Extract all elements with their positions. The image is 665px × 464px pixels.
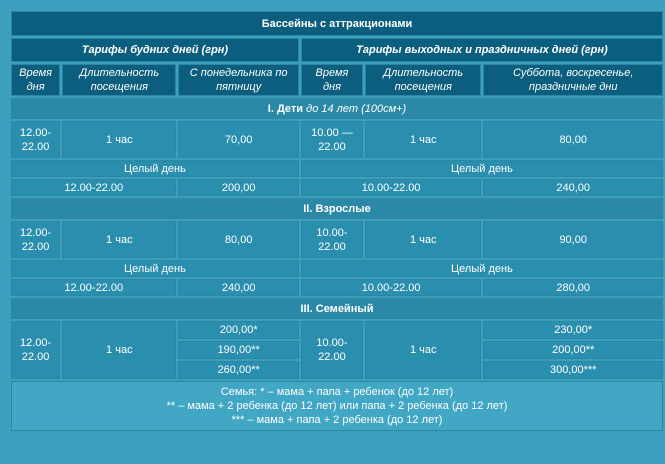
adults-weekend-price: 90,00	[483, 221, 663, 258]
children-weekend-time: 10.00 — 22.00	[301, 121, 363, 158]
col-time-weekday: Время дня	[11, 64, 60, 96]
adults-weekend-time: 10.00-22.00	[301, 221, 363, 258]
section-adults-title: II. Взрослые	[11, 198, 663, 219]
children-weekend-price: 80,00	[483, 121, 663, 158]
adults-weekday-duration: 1 час	[62, 221, 176, 258]
adults-fullday-weekend-time: 10.00-22.00	[301, 279, 482, 296]
adults-weekday-price: 80,00	[178, 221, 298, 258]
children-weekend-duration: 1 час	[365, 121, 481, 158]
table-title: Бассейны с аттракционами	[11, 11, 663, 36]
col-mon-fri: С понедельника по пятницу	[178, 64, 298, 96]
weekend-header: Тарифы выходных и праздничных дней (грн)	[301, 38, 663, 62]
section-family-title: III. Семейный	[11, 298, 663, 319]
family-weekend-time: 10.00-22.00	[301, 321, 363, 379]
col-duration-weekday: Длительность посещения	[62, 64, 176, 96]
col-time-weekend: Время дня	[301, 64, 363, 96]
col-weekend-days: Суббота, воскресенье, праздничные дни	[483, 64, 663, 96]
adults-fullday-weekday-time: 12.00-22.00	[11, 279, 176, 296]
family-weekend-price-2: 200,00**	[483, 341, 663, 359]
adults-fullday-label-weekday: Целый день	[11, 260, 299, 277]
col-duration-weekend: Длительность посещения	[365, 64, 481, 96]
section-children-title	[11, 98, 663, 119]
children-weekday-duration: 1 час	[62, 121, 176, 158]
footnote-3: *** – мама + папа + 2 ребенка (до 12 лет)	[231, 414, 443, 426]
children-fullday-weekday-price: 200,00	[178, 179, 298, 196]
family-weekday-time: 12.00-22.00	[11, 321, 60, 379]
children-fullday-label-weekend: Целый день	[301, 160, 663, 177]
footnote-1: Семья: * – мама + папа + ребенок (до 12 лет)	[220, 386, 454, 398]
section-children-name: I. Дети	[267, 102, 304, 115]
children-weekday-time: 12.00-22.00	[11, 121, 60, 158]
adults-fullday-weekend-price: 280,00	[483, 279, 663, 296]
family-weekend-duration: 1 час	[365, 321, 481, 379]
family-weekday-duration: 1 час	[62, 321, 176, 379]
children-fullday-weekday-time: 12.00-22.00	[11, 179, 176, 196]
adults-weekend-duration: 1 час	[365, 221, 481, 258]
adults-weekday-time: 12.00-22.00	[11, 221, 60, 258]
adults-fullday-label-weekend: Целый день	[301, 260, 663, 277]
section-children-note: до 14 лет (100см+)	[306, 102, 407, 115]
family-weekday-price-2: 190,00**	[178, 341, 298, 359]
family-weekend-price-3: 300,00***	[483, 361, 663, 379]
weekday-header: Тарифы будних дней (грн)	[11, 38, 299, 62]
children-fullday-weekend-time: 10.00-22.00	[301, 179, 482, 196]
footnote-2: ** – мама + 2 ребенка (до 12 лет) или папа + 2 ребенка (до 12 лет)	[166, 400, 508, 412]
children-fullday-weekend-price: 240,00	[483, 179, 663, 196]
family-weekend-price-1: 230,00*	[483, 321, 663, 339]
adults-fullday-weekday-price: 240,00	[178, 279, 298, 296]
pool-price-table	[9, 9, 665, 433]
family-weekday-price-3: 260,00**	[178, 361, 298, 379]
children-fullday-label-weekday: Целый день	[11, 160, 299, 177]
family-weekday-price-1: 200,00*	[178, 321, 298, 339]
children-weekday-price: 70,00	[178, 121, 298, 158]
footnotes	[11, 381, 663, 431]
